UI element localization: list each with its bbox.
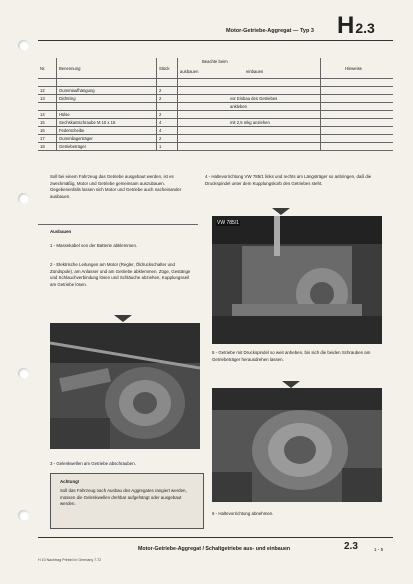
col-note-group: Beachte beim (202, 59, 228, 64)
table-row: 17 Gummilagerträger 2 (38, 135, 393, 143)
warning-box (50, 473, 204, 529)
down-arrow-icon (272, 208, 290, 215)
step-6-text: 6 - Haltevorrichtung abnehmen. (212, 511, 274, 516)
warning-text: Soll das Fahrzeug nach Ausbau des Aggregates rangiert werden, müssen die Gelenkwellen drehbar aufgehängt oder ausgebaut werden. (60, 488, 187, 507)
table-row: 13 Dichtring 2 vor Einbau des Getriebes (38, 95, 393, 103)
footer-print-info: H 10 Nachtrag Printed in Germany 7.72 (38, 558, 102, 562)
step-1-text: 1 - Massekabel von der Batterie abklemmen. (50, 243, 138, 248)
header-rule (38, 40, 393, 41)
section-title: Ausbauen (50, 229, 72, 234)
col-removal: Beachte beim ausbauen (178, 58, 229, 79)
intro-paragraph: Soll bei einem Fahrzeug das Getriebe ausgebaut werden, ist es zweckmäßig, Motor und Getriebe gemeinsam auszubauen. Gegebenenfalls lassen sich Motor und Getriebe auch nacheinander ausbauen. (50, 174, 182, 199)
photo-label: VW 785/1 (217, 220, 239, 226)
photo-transmission-mount (212, 388, 382, 502)
table-row: 12 Gummiaufhängung 2 (38, 87, 393, 95)
section-divider (38, 224, 198, 225)
binder-hole (18, 510, 29, 521)
col-install: einbauen (228, 58, 321, 79)
table-row: 15 Sechskantschraube M 10 x 15 4 mit 2,5 mkg anziehen (38, 119, 393, 127)
warning-title: Achtung! (60, 479, 80, 484)
table-row: ankleben (38, 103, 393, 111)
down-arrow-icon (282, 381, 300, 388)
down-arrow-icon (114, 315, 132, 322)
parts-table (38, 58, 393, 151)
col-hints: Hinweise (321, 58, 394, 79)
table-spacer-row (38, 79, 393, 87)
footer-section-number: 2.3 (344, 541, 358, 552)
table-header-row (38, 58, 393, 79)
col-qty: Stück (157, 58, 178, 79)
binder-hole (18, 368, 29, 379)
photo-holding-fixture (212, 216, 382, 344)
footer-rule (38, 537, 393, 538)
col-name: Benennung (57, 58, 157, 79)
table-row: 14 Hülse 2 (38, 111, 393, 119)
step-5-text: 5 - Getriebe mit Druckspindel so weit anheben, bis sich die beiden Schrauben am Getriebeträger herausdrehen lassen. (212, 350, 371, 362)
header-title: Motor-Getriebe-Aggregat — Typ 3 (226, 28, 314, 34)
col-nr: Nr. (38, 58, 57, 79)
header-code: H2.3 (337, 12, 375, 39)
footer-page-number: 1 - 5 (374, 547, 384, 552)
photo-driveshaft (50, 323, 200, 449)
step-3-text: 3 - Gelenkwellen am Getriebe abschrauben. (50, 461, 136, 466)
footer-title: Motor-Getriebe-Aggregat / Schaltgetriebe aus- und einbauen (138, 546, 291, 552)
step-4-text: 4 - Haltevorrichtung VW 785/1 links und rechts am Längsträger so anbringen, daß die Druckspindel unter dem Kupplungskorb des Getriebes steht. (205, 174, 372, 186)
binder-hole (18, 193, 29, 204)
table-row: 16 Federscheibe 4 (38, 127, 393, 135)
step-2-text: 2 - Elektrische Leitungen am Motor (Regler, Öldruckschalter und Zündspule), am Anlasser und am Getriebe abklemmen. Züge, Gestänge und Schlauchverbindung lösen und Schläuche abziehen, Kupplungsseil am Getriebe lösen. (50, 262, 191, 287)
binder-hole (18, 40, 29, 51)
table-row: 18 Getriebeträger 1 (38, 143, 393, 151)
